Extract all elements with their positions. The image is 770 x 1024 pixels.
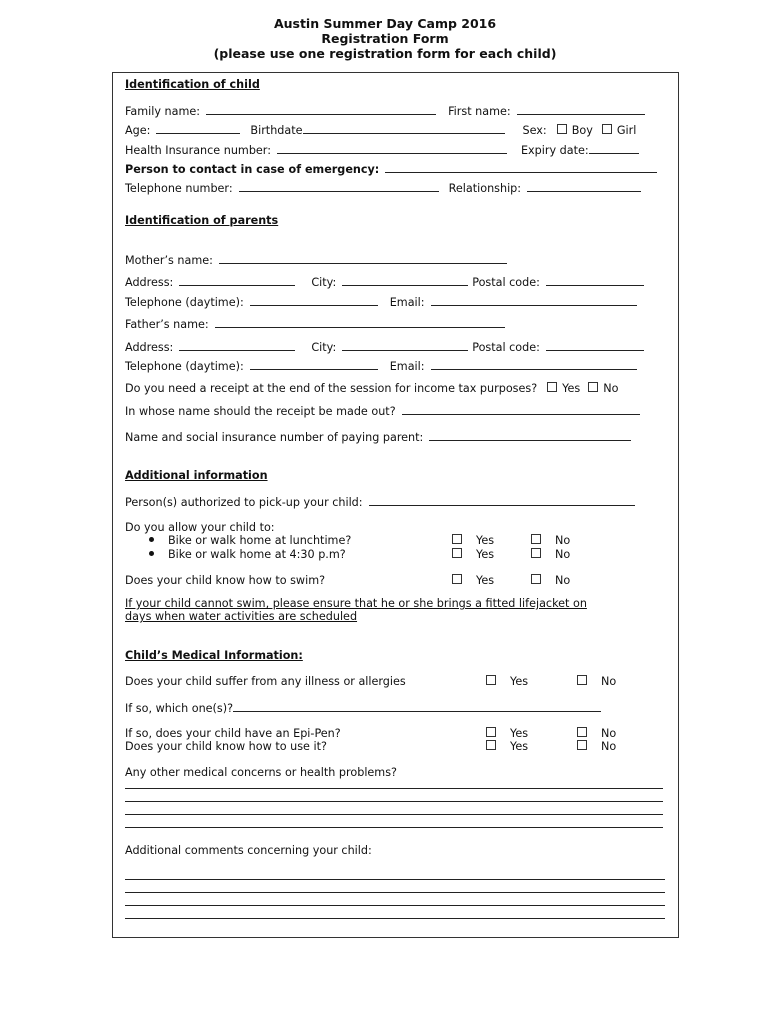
epipen-yes-checkbox[interactable] [486, 727, 496, 737]
age-row [125, 123, 636, 137]
father-postal-field[interactable] [546, 340, 644, 351]
illness-no-option [577, 675, 616, 689]
father-label: Father’s name: [125, 318, 209, 331]
emergency-row [125, 162, 659, 176]
relationship-label: Relationship: [448, 182, 522, 195]
father-tel-row [125, 359, 639, 373]
mother-row [125, 253, 509, 267]
which-field[interactable] [233, 701, 601, 712]
first-name-field[interactable] [517, 104, 645, 115]
swim-label: Does your child know how to swim? [125, 574, 326, 587]
form-subtitle: Registration Form [321, 31, 449, 46]
other-line-1[interactable] [125, 788, 663, 789]
emergency-label: Person to contact in case of emergency: [125, 163, 380, 176]
city-label: City: [311, 341, 337, 354]
illness-label: Does your child suffer from any illness or allergies [125, 675, 406, 688]
bullet-icon [149, 537, 154, 542]
father-tel-field[interactable] [250, 359, 378, 370]
other-line-2[interactable] [125, 801, 663, 802]
use-no-label: No [601, 740, 617, 753]
which-row [125, 701, 603, 715]
city-label: City: [311, 276, 337, 289]
expiry-label: Expiry date: [520, 144, 589, 157]
section-medical-heading: Child’s Medical Information: [125, 649, 303, 662]
bullet-icon [149, 551, 154, 556]
father-row [125, 317, 507, 331]
relationship-field[interactable] [527, 181, 641, 192]
mother-label: Mother’s name: [125, 254, 213, 267]
swim-no-label: No [555, 574, 571, 587]
pickup-row [125, 495, 637, 509]
telephone-label: Telephone number: [125, 182, 233, 195]
birthdate-label: Birthdate [250, 124, 303, 137]
epipen-yes-label: Yes [510, 727, 529, 740]
lifejacket-line-2: days when water activities are scheduled [125, 610, 358, 623]
lunch-yes-option [452, 534, 494, 548]
family-name-field[interactable] [206, 104, 436, 115]
afternoon-label: Bike or walk home at 4:30 p.m? [168, 548, 346, 561]
illness-no-label: No [601, 675, 617, 688]
receipt-no-checkbox[interactable] [588, 382, 598, 392]
receipt-name-label: In whose name should the receipt be made out? [125, 405, 396, 418]
sin-field[interactable] [429, 430, 631, 441]
use-no-option [577, 740, 616, 754]
use-label: Does your child know how to use it? [125, 740, 327, 753]
receipt-yes-label: Yes [562, 382, 581, 395]
tel-day-label: Telephone (daytime): [125, 296, 244, 309]
parents-heading-text: Identification of parents [125, 214, 279, 227]
family-name-label: Family name: [125, 105, 201, 118]
afternoon-yes-label: Yes [476, 548, 495, 561]
swim-no-checkbox[interactable] [531, 574, 541, 584]
use-no-checkbox[interactable] [577, 740, 587, 750]
use-yes-option [486, 740, 528, 754]
afternoon-yes-option [452, 548, 494, 562]
epipen-no-option [577, 727, 616, 741]
boy-label: Boy [571, 124, 593, 137]
address-label: Address: [125, 341, 174, 354]
father-address-field[interactable] [179, 340, 295, 351]
father-address-row [125, 340, 646, 354]
mother-tel-field[interactable] [250, 295, 378, 306]
father-field[interactable] [215, 317, 505, 328]
receipt-name-field[interactable] [402, 404, 640, 415]
comments-line-1[interactable] [125, 879, 665, 880]
receipt-question: Do you need a receipt at the end of the session for income tax purposes? [125, 382, 538, 395]
health-field[interactable] [277, 143, 507, 154]
receipt-yes-checkbox[interactable] [547, 382, 557, 392]
other-line-4[interactable] [125, 827, 663, 828]
illness-no-checkbox[interactable] [577, 675, 587, 685]
use-yes-label: Yes [510, 740, 529, 753]
pickup-field[interactable] [369, 495, 635, 506]
lunch-no-checkbox[interactable] [531, 534, 541, 544]
other-line-3[interactable] [125, 814, 663, 815]
lunch-yes-checkbox[interactable] [452, 534, 462, 544]
health-row [125, 143, 641, 157]
tel-day-label: Telephone (daytime): [125, 360, 244, 373]
health-label: Health Insurance number: [125, 144, 271, 157]
allow-label: Do you allow your child to: [125, 521, 275, 534]
swim-yes-option [452, 574, 494, 588]
use-yes-checkbox[interactable] [486, 740, 496, 750]
comments-line-4[interactable] [125, 918, 665, 919]
postal-label: Postal code: [472, 341, 540, 354]
lunch-yes-label: Yes [476, 534, 495, 547]
receipt-name-row [125, 404, 642, 418]
pickup-label: Person(s) authorized to pick-up your child: [125, 496, 363, 509]
illness-yes-label: Yes [510, 675, 529, 688]
epipen-yes-option [486, 727, 528, 741]
epipen-no-label: No [601, 727, 617, 740]
first-name-label: First name: [448, 105, 511, 118]
other-label: Any other medical concerns or health problems? [125, 766, 397, 779]
telephone-row [125, 181, 643, 195]
lunch-row [149, 534, 351, 548]
mother-postal-field[interactable] [546, 275, 644, 286]
postal-label: Postal code: [472, 276, 540, 289]
section-child-heading: Identification of child [125, 78, 260, 91]
father-email-field[interactable] [431, 359, 637, 370]
afternoon-yes-checkbox[interactable] [452, 548, 462, 558]
mother-city-field[interactable] [342, 275, 468, 286]
which-label: If so, which one(s)? [125, 702, 234, 715]
age-field[interactable] [156, 123, 240, 134]
section-parents-heading [125, 214, 278, 228]
mother-address-row [125, 275, 646, 289]
mother-address-field[interactable] [179, 275, 295, 286]
sin-label: Name and social insurance number of paying parent: [125, 431, 424, 444]
swim-no-option [531, 574, 570, 588]
boy-checkbox[interactable] [557, 124, 567, 134]
receipt-no-label: No [603, 382, 619, 395]
illness-yes-option [486, 675, 528, 689]
receipt-row [125, 382, 618, 396]
swim-yes-checkbox[interactable] [452, 574, 462, 584]
lunch-no-label: No [555, 534, 571, 547]
comments-label: Additional comments concerning your child: [125, 844, 372, 857]
girl-checkbox[interactable] [602, 124, 612, 134]
afternoon-no-label: No [555, 548, 571, 561]
mother-email-field[interactable] [431, 295, 637, 306]
expiry-field[interactable] [589, 143, 639, 154]
telephone-field[interactable] [239, 181, 439, 192]
epipen-no-checkbox[interactable] [577, 727, 587, 737]
afternoon-no-checkbox[interactable] [531, 548, 541, 558]
birthdate-field[interactable] [303, 123, 505, 134]
age-label: Age: [125, 124, 151, 137]
form-title: Austin Summer Day Camp 2016 [273, 16, 497, 31]
address-label: Address: [125, 276, 174, 289]
epipen-label: If so, does your child have an Epi-Pen? [125, 727, 341, 740]
email-label: Email: [389, 296, 425, 309]
father-city-field[interactable] [342, 340, 468, 351]
lifejacket-line-1: If your child cannot swim, please ensure that he or she brings a fitted lifejacket on [125, 597, 587, 610]
section-additional-heading: Additional information [125, 469, 268, 482]
afternoon-no-option [531, 548, 570, 562]
form-header [0, 16, 770, 61]
sex-label: Sex: [522, 124, 547, 137]
lunch-label: Bike or walk home at lunchtime? [168, 534, 352, 547]
mother-tel-row [125, 295, 639, 309]
email-label: Email: [389, 360, 425, 373]
form-note: (please use one registration form for each child) [213, 46, 557, 61]
comments-line-2[interactable] [125, 892, 665, 893]
family-name-row [125, 104, 647, 118]
comments-line-3[interactable] [125, 905, 665, 906]
girl-label: Girl [616, 124, 637, 137]
sin-row [125, 430, 633, 444]
lunch-no-option [531, 534, 570, 548]
afternoon-row [149, 548, 346, 562]
illness-yes-checkbox[interactable] [486, 675, 496, 685]
mother-field[interactable] [219, 253, 507, 264]
emergency-field[interactable] [385, 162, 657, 173]
swim-yes-label: Yes [476, 574, 495, 587]
